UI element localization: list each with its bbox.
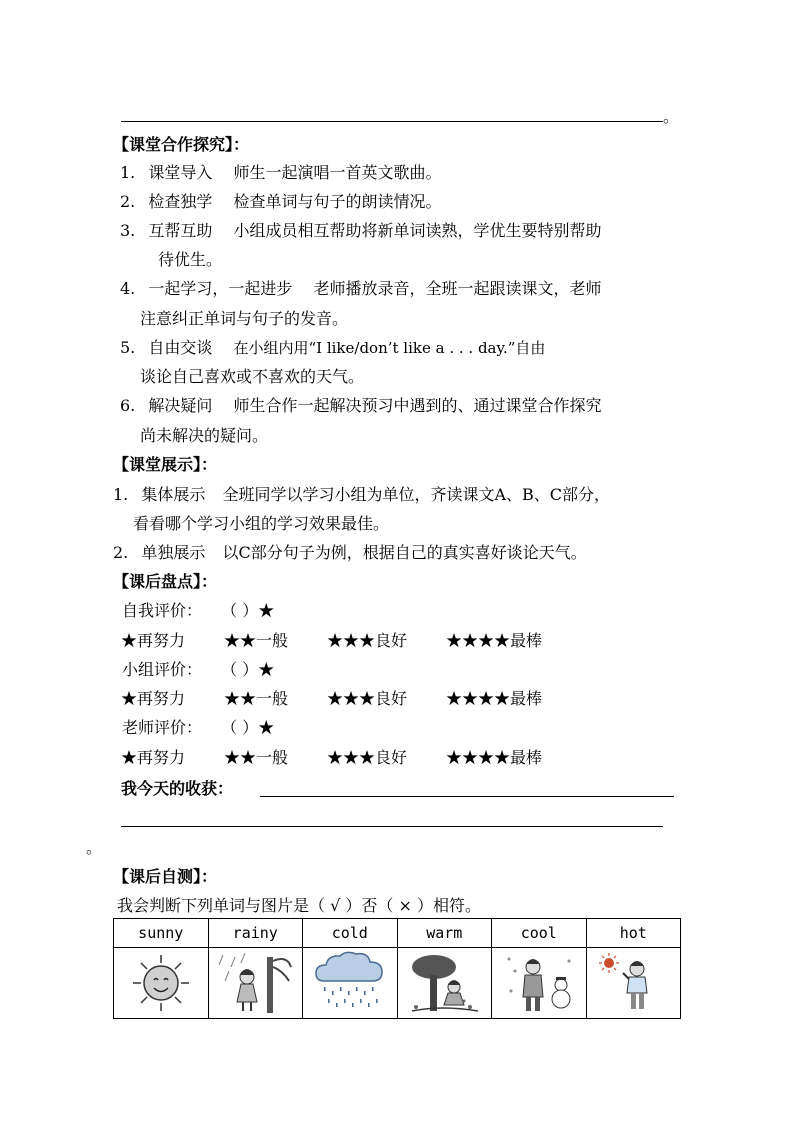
harvest-line-2[interactable] [121, 826, 663, 827]
child-under-tree-icon [404, 951, 484, 1015]
harvest-period: 。 [86, 838, 103, 857]
evaluation-label: 小组评价： [122, 660, 203, 679]
answer-line-top [121, 121, 663, 122]
rain-cloud-icon [310, 951, 390, 1015]
evaluation-label: 自我评价： [122, 601, 203, 620]
child-with-snowman-icon [499, 951, 579, 1015]
word-cell-sunny: sunny [114, 919, 209, 948]
picture-cell[interactable] [208, 948, 303, 1019]
item-text: 师生一起演唱一首英文歌曲。 [233, 163, 442, 182]
picture-cell[interactable] [397, 948, 492, 1019]
item-title: 自由交谈 [148, 338, 213, 357]
item-text: 以C部分句子为例，根据自己的真实喜好谈论天气。 [222, 543, 587, 562]
section-title-coop: 【课堂合作探究】： [113, 135, 250, 154]
item-text: 老师播放录音，全班一起跟读课文，老师 [313, 279, 602, 298]
picture-row [114, 948, 681, 1019]
coop-item-5 [120, 338, 545, 358]
coop-item-5-cont: 谈论自己喜欢或不喜欢的天气。 [140, 367, 365, 386]
item-text: 全班同学以学习小组为单位，齐读课文A、B、C部分， [222, 485, 611, 504]
item-number: 2. [113, 543, 129, 562]
coop-item-3 [120, 221, 601, 241]
picture-cell[interactable] [114, 948, 209, 1019]
picture-cell[interactable] [303, 948, 398, 1019]
section-title-show: 【课堂展示】： [113, 455, 218, 474]
rating-2: ★★一般 [224, 748, 289, 767]
word-cell-cold: cold [303, 919, 398, 948]
harvest-label: 我今天的收获： [121, 779, 234, 798]
coop-item-1 [120, 163, 441, 183]
show-item-2 [113, 543, 587, 563]
top-period: 。 [663, 107, 680, 126]
picture-cell[interactable] [492, 948, 587, 1019]
coop-item-2 [120, 192, 441, 212]
item-number: 4. [120, 279, 136, 298]
item-title: 集体展示 [141, 485, 206, 504]
rating-4: ★★★★最棒 [446, 631, 543, 650]
word-cell-rainy: rainy [208, 919, 303, 948]
word-cell-warm: warm [397, 919, 492, 948]
rating-row [121, 631, 543, 651]
evaluation-self [122, 601, 274, 621]
item-text: 师生合作一起解决预习中遇到的、通过课堂合作探究 [233, 396, 602, 415]
coop-item-3-cont: 待优生。 [158, 250, 223, 269]
rating-4: ★★★★最棒 [446, 748, 543, 767]
picture-cell[interactable] [586, 948, 681, 1019]
item-title: 互帮互助 [148, 221, 213, 240]
word-row [114, 919, 681, 948]
evaluation-label: 老师评价： [122, 718, 203, 737]
section-title-review: 【课后盘点】： [113, 572, 218, 591]
item-title: 解决疑问 [148, 396, 213, 415]
item-title: 课堂导入 [148, 163, 213, 182]
item-number: 1. [120, 163, 136, 182]
rating-row [121, 748, 543, 768]
rating-1: ★再努力 [121, 748, 186, 767]
coop-item-6 [120, 396, 601, 416]
rating-1: ★再努力 [121, 631, 186, 650]
smiling-sun-icon [121, 951, 201, 1015]
rating-3: ★★★良好 [327, 748, 408, 767]
coop-item-4-cont: 注意纠正单词与句子的发音。 [140, 309, 349, 328]
evaluation-blank: （ ）★ [221, 660, 275, 679]
test-instruction: 我会判断下列单词与图片是（ √ ）否（ × ）相符。 [117, 896, 481, 915]
girl-under-tree-icon [215, 951, 295, 1015]
boy-in-sun-icon [593, 951, 673, 1015]
evaluation-teacher [122, 718, 274, 738]
rating-2: ★★一般 [224, 689, 289, 708]
item-number: 6. [120, 396, 136, 415]
rating-row [121, 689, 543, 709]
rating-1: ★再努力 [121, 689, 186, 708]
rating-4: ★★★★最棒 [446, 689, 543, 708]
item-text: 小组成员相互帮助将新单词读熟，学优生要特别帮助 [233, 221, 602, 240]
rating-3: ★★★良好 [327, 689, 408, 708]
coop-item-6-cont: 尚未解决的疑问。 [140, 426, 269, 445]
item-number: 2. [120, 192, 136, 211]
item-number: 5. [120, 338, 136, 357]
harvest-line-1[interactable] [260, 796, 674, 797]
item-title: 检查独学 [148, 192, 213, 211]
item-text: 在小组内用“I like/don’t like a . . . day.”自由 [233, 339, 546, 357]
rating-2: ★★一般 [224, 631, 289, 650]
evaluation-group [122, 660, 274, 680]
item-title: 单独展示 [141, 543, 206, 562]
section-title-test: 【课后自测】： [113, 867, 218, 886]
evaluation-blank: （ ）★ [221, 718, 275, 737]
coop-item-4 [120, 279, 601, 299]
word-cell-cool: cool [492, 919, 587, 948]
word-cell-hot: hot [586, 919, 681, 948]
evaluation-blank: （ ）★ [221, 601, 275, 620]
word-picture-table [113, 918, 681, 1019]
item-title: 一起学习，一起进步 [148, 279, 293, 298]
show-item-1 [113, 485, 610, 505]
item-number: 3. [120, 221, 136, 240]
item-text: 检查单词与句子的朗读情况。 [233, 192, 442, 211]
item-number: 1. [113, 485, 129, 504]
show-item-1-cont: 看看哪个学习小组的学习效果最佳。 [133, 514, 390, 533]
rating-3: ★★★良好 [327, 631, 408, 650]
